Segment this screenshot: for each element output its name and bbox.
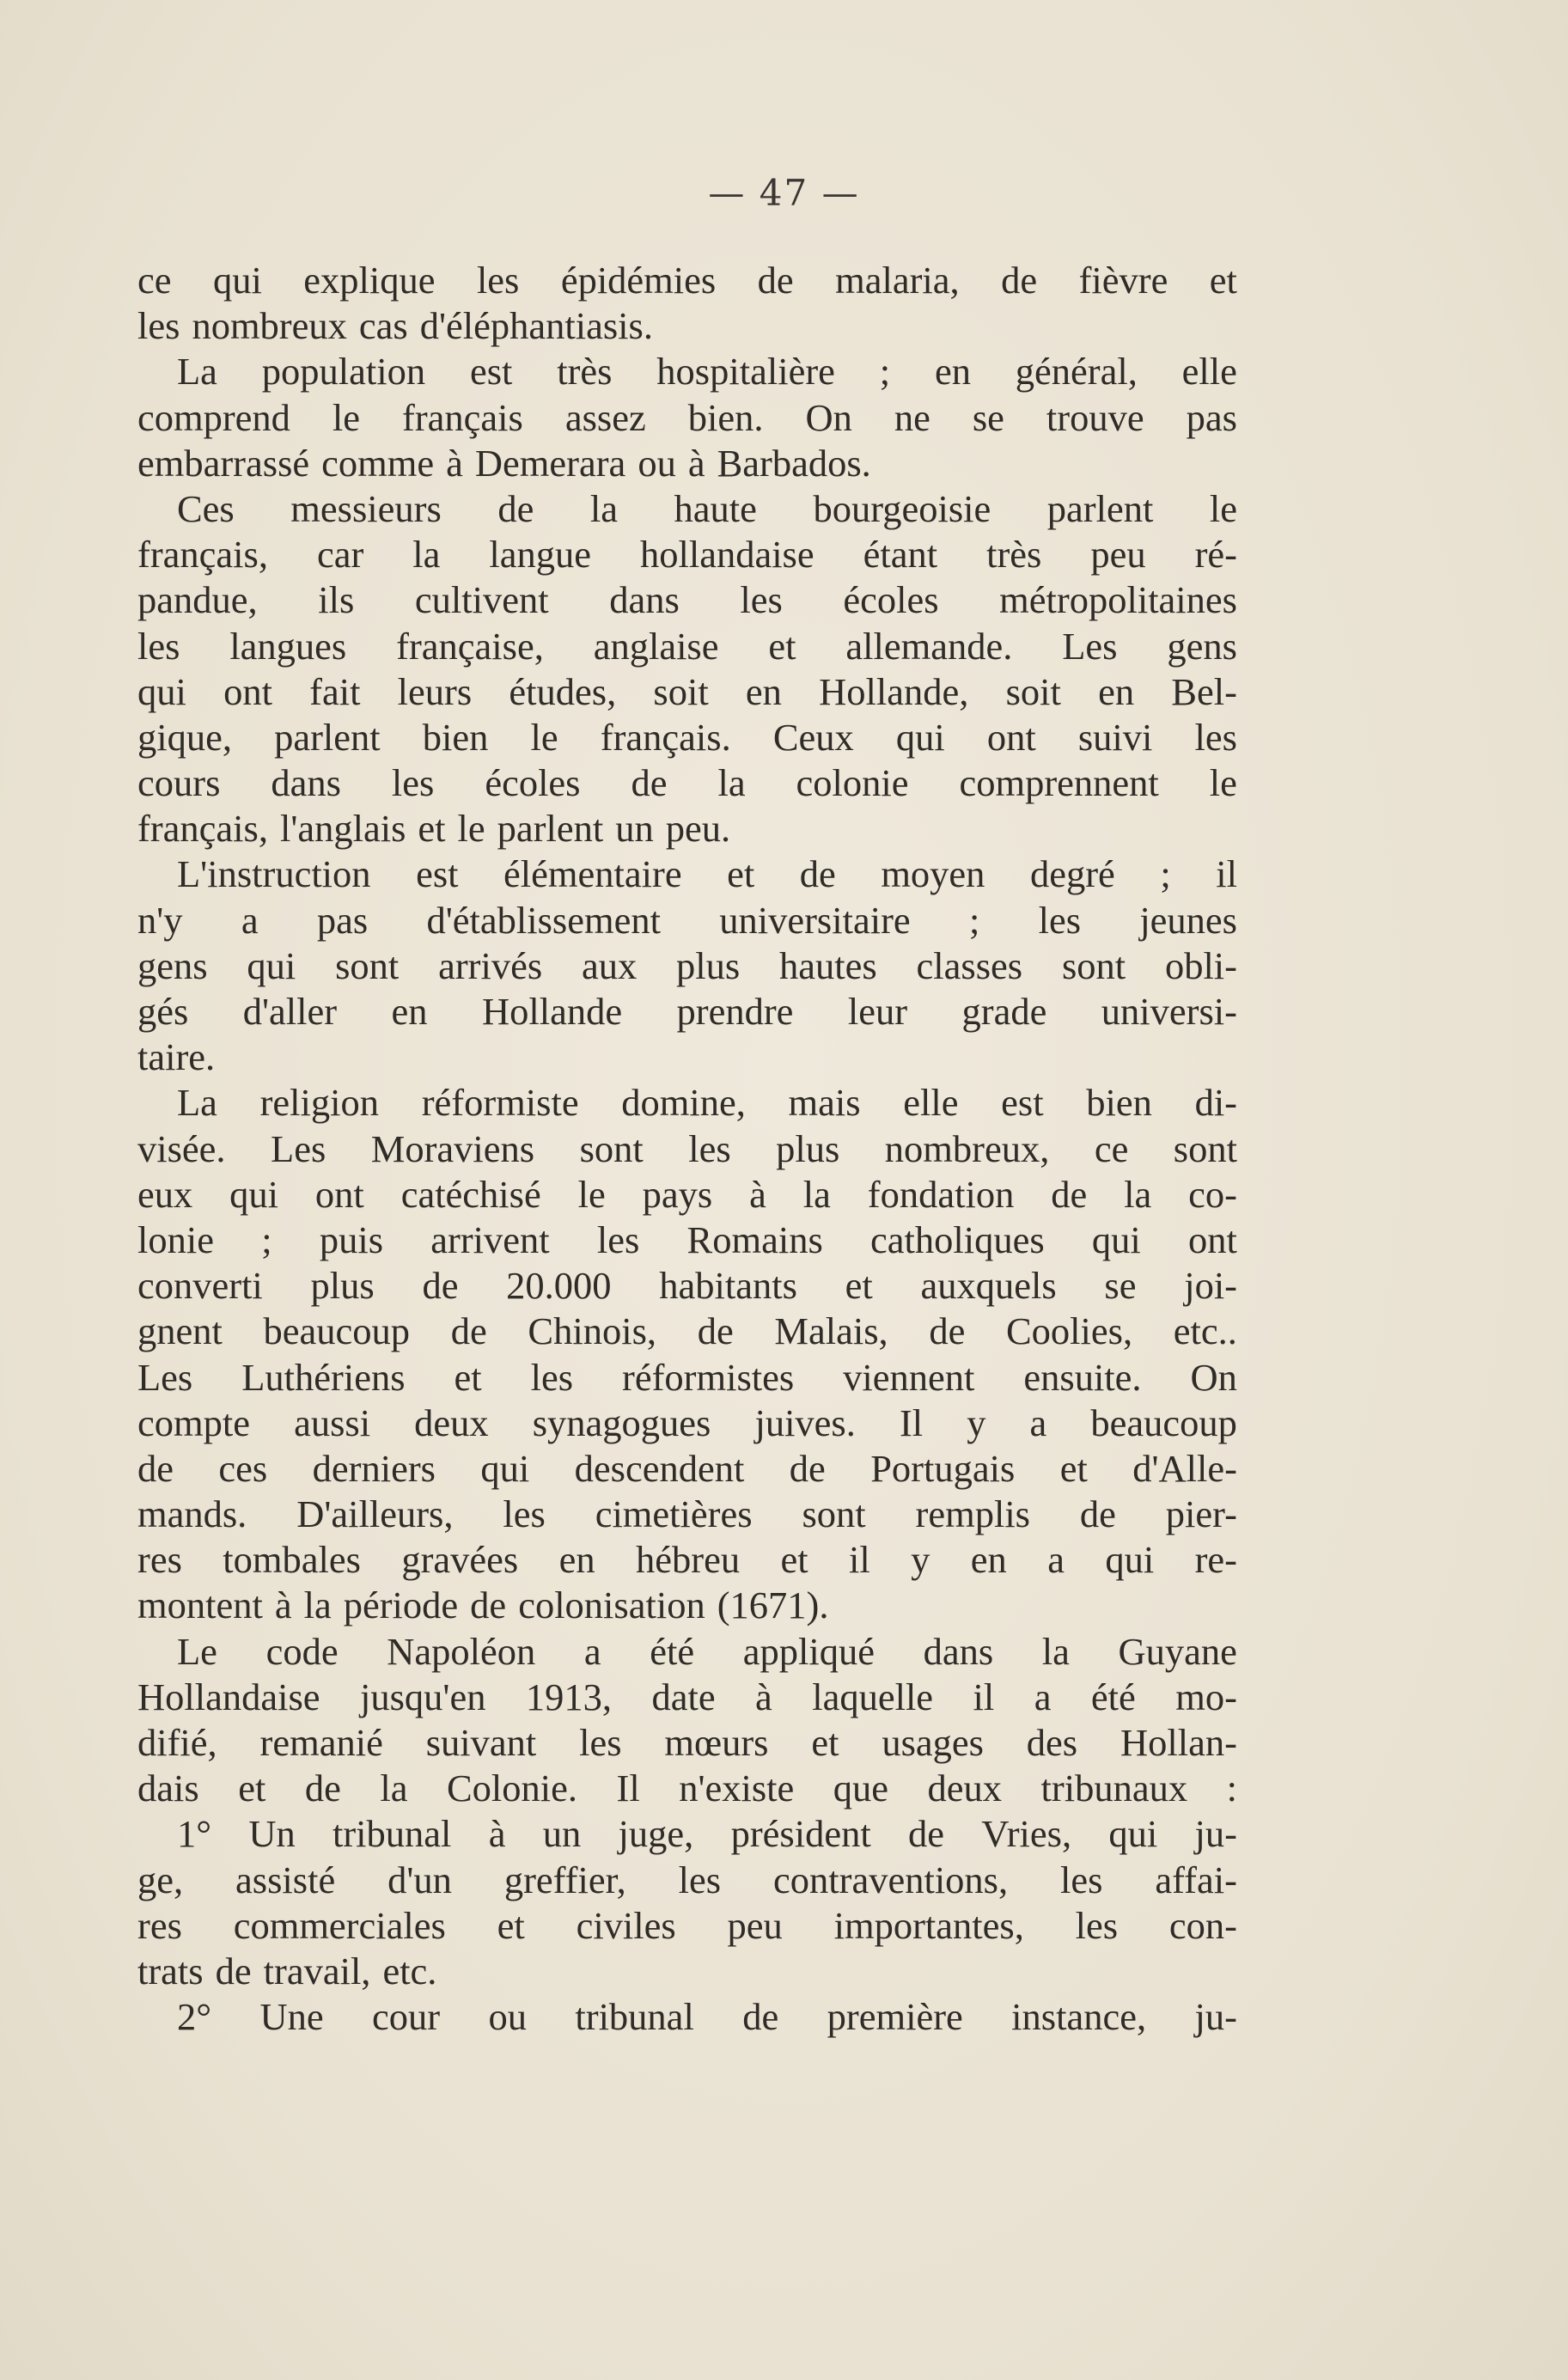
text-line: n'y a pas d'établissement universitaire ; les jeunes: [137, 898, 1237, 942]
text-line: français, l'anglais et le parlent un peu.: [137, 807, 731, 851]
text-line: ce qui explique les épidémies de malaria, de fièvre et: [137, 259, 1237, 302]
text-line: res tombales gravées en hébreu et il y en a qui re-: [137, 1538, 1237, 1582]
text-line: L'instruction est élémentaire et de moyen degré ; il: [177, 852, 1237, 896]
text-line: français, car la langue hollandaise étant très peu ré-: [137, 533, 1237, 577]
text-line: visée. Les Moraviens sont les plus nombreux, ce sont: [137, 1126, 1237, 1170]
text-line: comprend le français assez bien. On ne se trouve pas: [137, 395, 1237, 439]
text-line: converti plus de 20.000 habitants et auxquels se joi-: [137, 1264, 1237, 1308]
text-line: taire.: [137, 1035, 216, 1079]
text-line: embarrassé comme à Demerara ou à Barbados.: [137, 441, 871, 485]
text-line: les nombreux cas d'éléphantiasis.: [137, 304, 653, 348]
text-line: les langues française, anglaise et allemande. Les gens: [137, 624, 1237, 668]
text-line: trats de travail, etc.: [137, 1949, 437, 1992]
text-line: difié, remanié suivant les mœurs et usages des Hollan-: [137, 1721, 1237, 1764]
text-line: La religion réformiste domine, mais elle est bien di-: [177, 1081, 1237, 1125]
text-line: 2° Une cour ou tribunal de première instance, ju-: [177, 1995, 1237, 2039]
body-text: [137, 258, 1237, 2040]
text-line: ge, assisté d'un greffier, les contraventions, les affai-: [137, 1858, 1237, 1901]
text-line: eux qui ont catéchisé le pays à la fondation de la co-: [137, 1172, 1237, 1216]
text-line: compte aussi deux synagogues juives. Il y a beaucoup: [137, 1401, 1237, 1444]
text-line: Hollandaise jusqu'en 1913, date à laquelle il a été mo-: [137, 1675, 1237, 1718]
text-line: Le code Napoléon a été appliqué dans la Guyane: [177, 1629, 1237, 1673]
text-line: cours dans les écoles de la colonie comprennent le: [137, 761, 1237, 805]
text-line: pandue, ils cultivent dans les écoles métropolitaines: [137, 578, 1237, 622]
text-line: de ces derniers qui descendent de Portugais et d'Alle-: [137, 1446, 1237, 1490]
text-line: gés d'aller en Hollande prendre leur grade universi-: [137, 990, 1237, 1033]
text-line: Ces messieurs de la haute bourgeoisie parlent le: [177, 486, 1237, 530]
text-line: mands. D'ailleurs, les cimetières sont remplis de pier-: [137, 1492, 1237, 1536]
text-line: Les Luthériens et les réformistes viennent ensuite. On: [137, 1355, 1237, 1399]
text-line: 1° Un tribunal à un juge, président de Vries, qui ju-: [177, 1812, 1237, 1856]
text-line: gnent beaucoup de Chinois, de Malais, de Coolies, etc..: [137, 1309, 1237, 1353]
text-line: gique, parlent bien le français. Ceux qui ont suivi les: [137, 715, 1237, 759]
text-line: dais et de la Colonie. Il n'existe que deux tribunaux :: [137, 1767, 1237, 1810]
text-line: gens qui sont arrivés aux plus hautes classes sont obli-: [137, 943, 1237, 987]
text-line: res commerciales et civiles peu importantes, les con-: [137, 1903, 1237, 1947]
text-line: qui ont fait leurs études, soit en Hollande, soit en Bel-: [137, 669, 1237, 713]
text-line: La population est très hospitalière ; en général, elle: [177, 350, 1237, 394]
text-line: lonie ; puis arrivent les Romains catholiques qui ont: [137, 1217, 1237, 1261]
text-line: montent à la période de colonisation (1671).: [137, 1584, 829, 1627]
page-number: — 47 —: [708, 172, 860, 214]
